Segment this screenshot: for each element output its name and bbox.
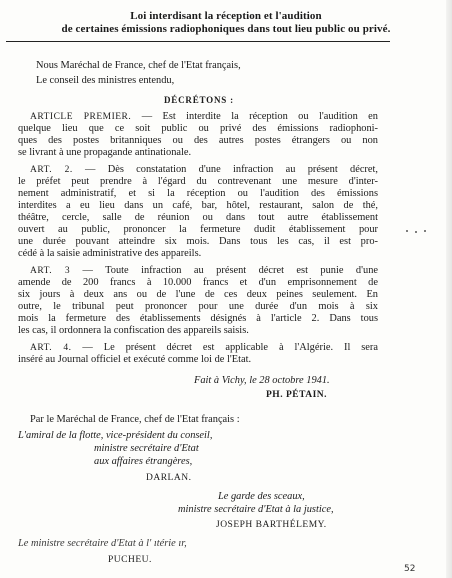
article-3-text-1: — Toute infraction au présent décret est punie d'une — [70, 265, 378, 276]
countersign-line-5: ministre secrétaire d'Etat à la justice, — [178, 504, 334, 515]
countersign-intro: Par le Maréchal de France, chef de l'Etat français : — [30, 414, 240, 425]
document-title-line-1: Loi interdisant la réception et l'audition — [130, 10, 322, 22]
scan-speck — [415, 231, 417, 233]
article-2-line-8: cédé à la saisie administrative des appareils. — [18, 248, 202, 259]
article-1-line-3: ques des postes britanniques ou des autres postes étrangers ou non — [18, 135, 378, 146]
article-4-head: ART. 4. — [30, 343, 72, 353]
article-1-line-4: se livrant à une propagande antinationale. — [18, 147, 192, 158]
article-3-line-3: six jours à deux ans ou de l'une de ces deux peines seulement. En — [18, 289, 378, 300]
countersign-line-4: Le garde des sceaux, — [218, 491, 305, 502]
countersign-name-pucheu: PUCHEU. — [108, 555, 152, 565]
page-number: 52 — [404, 564, 416, 574]
article-2-line-3: nement administratif, et si la réception ou l'audition des émissions — [18, 188, 378, 199]
countersign-line-3: aux affaires étrangères, — [94, 456, 193, 467]
document-title-line-2: de certaines émissions radiophoniques dans tout lieu public ou privé. — [61, 23, 391, 35]
countersign-line-1: L'amiral de la flotte, vice-président du conseil, — [18, 430, 213, 441]
title-rule — [6, 41, 390, 42]
preamble-line-2: Le conseil des ministres entendu, — [36, 75, 175, 86]
countersign-name-darlan: DARLAN. — [146, 473, 192, 483]
article-3-line-4: outre, le tribunal peut prononcer pour une durée d'un mois à six — [18, 301, 378, 312]
article-1-line-2: quelque lieu que ce soit public ou privé des émissions radiophoni- — [18, 123, 378, 134]
article-3-line-5: mois la fermeture des établissements désignés à l'article 2. Dans tous — [18, 313, 378, 324]
article-4-text-1: — Le présent décret est applicable à l'Algérie. Il sera — [71, 342, 378, 353]
article-4-line-1 — [30, 342, 378, 354]
article-2-text-1: — Dès constatation d'une infraction au présent décret, — [72, 164, 378, 175]
signatory: PH. PÉTAIN. — [266, 390, 328, 400]
countersign-line-2: ministre secrétaire d'Etat — [94, 443, 199, 454]
preamble-line-1: Nous Maréchal de France, chef de l'Etat français, — [36, 60, 241, 71]
countersign-name-barthelemy: JOSEPH BARTHÉLEMY. — [216, 520, 327, 530]
article-1-head: ARTICLE PREMIER. — [30, 112, 132, 122]
article-2-line-4: interdites a eu lieu dans un café, bar, hôtel, restaurant, salon de thé, — [18, 200, 378, 211]
article-1-line-1 — [30, 111, 378, 123]
article-3-line-6: les cas, il ordonnera la confiscation des appareils saisis. — [18, 325, 249, 336]
article-2-line-5: théâtre, cercle, salle de réunion ou dans tout autre établissement — [18, 212, 378, 223]
scan-speck — [424, 230, 426, 232]
article-2-line-6: ouvert au public, prononcer la fermeture dudit établissement pour — [18, 224, 378, 235]
article-3-head: ART. 3 — [30, 266, 71, 276]
article-2-line-2: le préfet peut prendre à l'égard du contrevenant une mesure d'inter- — [18, 176, 378, 187]
place-and-date: Fait à Vichy, le 28 octobre 1941. — [194, 375, 330, 386]
article-4-line-2: inséré au Journal officiel et exécuté comme loi de l'Etat. — [18, 354, 252, 365]
countersign-line-6: Le ministre secrétaire d'Etat à l' ıtérie ır, — [18, 538, 187, 549]
article-1-text-1: — Est interdite la réception ou l'audition en — [131, 111, 378, 122]
article-2-line-7: une durée pouvant atteindre six mois. Dans tous les cas, il est pro- — [18, 236, 378, 247]
scan-speck — [406, 230, 408, 232]
decretons-heading: DÉCRÉTONS : — [164, 95, 234, 105]
page-edge-shadow — [446, 0, 452, 578]
article-3-line-2: amende de 200 francs à 10.000 francs et d'un emprisonnement de — [18, 277, 378, 288]
article-3-line-1 — [30, 265, 378, 277]
article-2-line-1 — [30, 164, 378, 176]
article-2-head: ART. 2. — [30, 165, 73, 175]
